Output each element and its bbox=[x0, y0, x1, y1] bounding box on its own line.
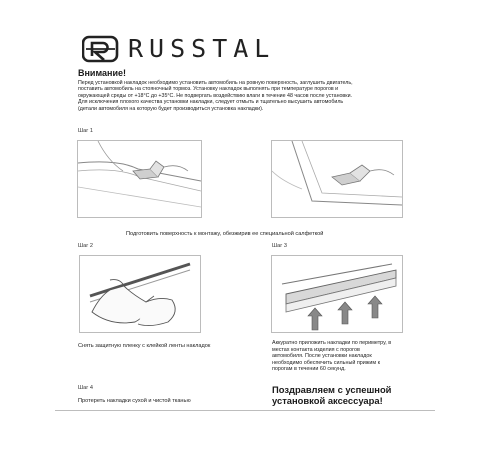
step1-illustration-left bbox=[77, 140, 202, 218]
step2-caption: Снять защитную пленку с клейкой ленты накладок bbox=[78, 343, 211, 349]
warning-title: Внимание! bbox=[78, 68, 126, 78]
brand-emblem-icon bbox=[82, 34, 122, 64]
step3-line: Аккуратно приложить накладки по периметру, в bbox=[272, 340, 392, 346]
warning-line: окружающей среды от +18°С до +35°С. Не подвергать воздействию влаги в течение 48 часов после установки. bbox=[78, 92, 352, 99]
step4-label: Шаг 4 bbox=[78, 385, 93, 391]
warning-line: Перед установкой накладок необходимо установить автомобиль на ровную поверхность, заглушить двигатель, bbox=[78, 80, 353, 86]
step3-line: необходимо обеспечить сильный прижим к bbox=[272, 359, 380, 366]
door-sill-wipe-icon bbox=[78, 141, 201, 217]
bottom-divider bbox=[55, 410, 435, 411]
congrats-message bbox=[272, 384, 402, 406]
step3-caption bbox=[272, 340, 398, 373]
door-sill-wipe-icon bbox=[272, 141, 402, 217]
warning-line: поставить автомобиль на стояночный тормоз. Установку накладок выполнять при температуре порогов и bbox=[78, 86, 339, 93]
step3-line: местах контакта изделия с порогов bbox=[272, 346, 360, 353]
step2-illustration bbox=[79, 255, 201, 333]
warning-line: Для исключения плохого качества установки накладки, следует отмыть и тщательно высушить автомобиль bbox=[78, 99, 344, 106]
warning-body bbox=[78, 80, 423, 112]
peel-tape-icon bbox=[80, 256, 200, 332]
step2-label: Шаг 2 bbox=[78, 243, 93, 249]
press-trim-icon bbox=[272, 256, 402, 332]
brand-logo bbox=[82, 34, 276, 64]
step3-line: автомобиля. После установки накладок bbox=[272, 353, 372, 360]
congrats-line: Поздравляем с успешной bbox=[272, 384, 392, 395]
warning-line: (детали автомобиля на которую будет производиться установка накладки). bbox=[78, 105, 264, 112]
step1-illustration-right bbox=[271, 140, 403, 218]
step3-line: порогам в течении 60 секунд. bbox=[272, 366, 346, 373]
step3-illustration bbox=[271, 255, 403, 333]
step1-label: Шаг 1 bbox=[78, 128, 93, 134]
step1-caption: Подготовить поверхность к монтажу, обезжирив ее специальной салфеткой bbox=[126, 231, 324, 237]
step3-label: Шаг 3 bbox=[272, 243, 287, 249]
step4-caption: Протереть накладки сухой и чистой тканью bbox=[78, 398, 191, 404]
congrats-line: установкой аксессуара! bbox=[272, 395, 383, 406]
brand-name: RUSSTAL bbox=[128, 34, 276, 63]
